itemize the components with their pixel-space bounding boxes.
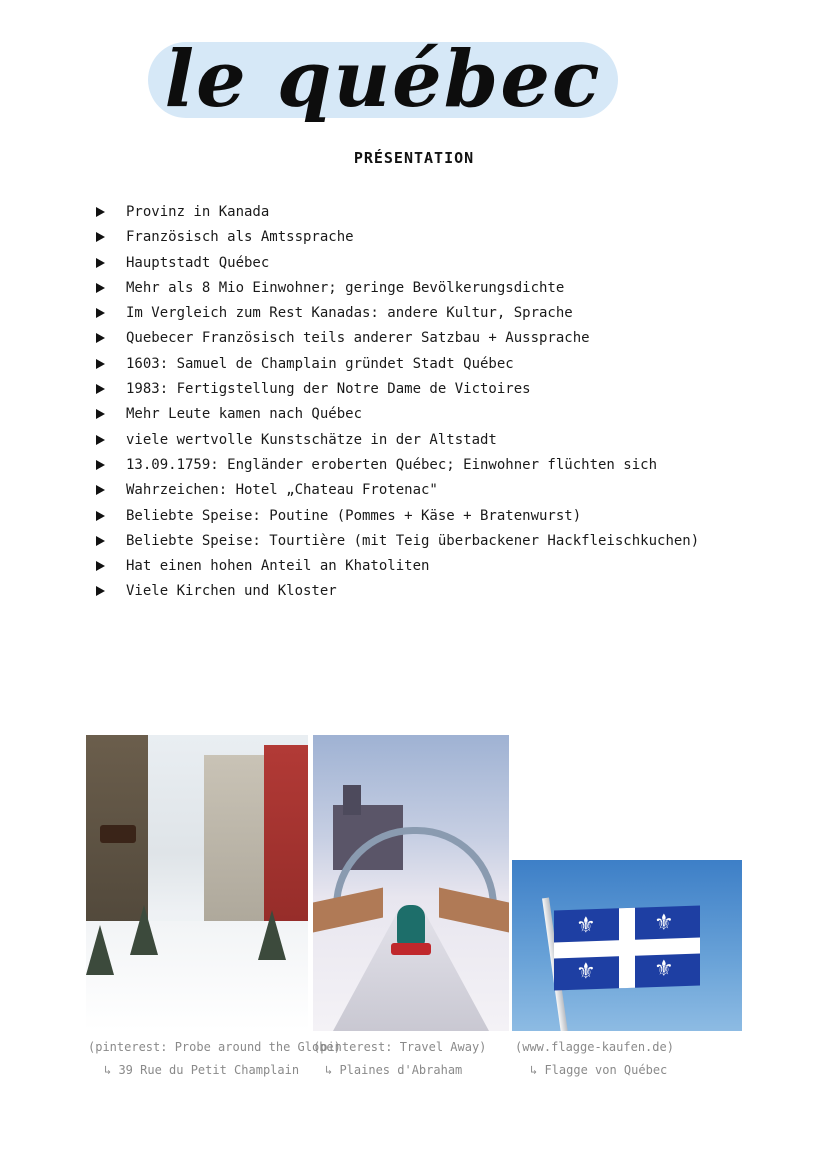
- flag-cross-horizontal: [554, 937, 700, 958]
- triangle-bullet-icon: [96, 435, 105, 445]
- triangle-bullet-icon: [96, 586, 105, 596]
- triangle-bullet-icon: [96, 409, 105, 419]
- photo-caption: ↳ 39 Rue du Petit Champlain: [104, 1063, 300, 1077]
- triangle-bullet-icon: [96, 258, 105, 268]
- rail-left: [313, 888, 383, 933]
- photo-caption: ↳ Plaines d'Abraham: [325, 1063, 463, 1077]
- list-item-text: 1603: Samuel de Champlain gründet Stadt Québec: [126, 355, 514, 372]
- triangle-bullet-icon: [96, 561, 105, 571]
- fleur-de-lis-icon: ⚜: [654, 910, 674, 937]
- list-item-text: Quebecer Französisch teils anderer Satzbau + Aussprache: [126, 330, 590, 347]
- list-item-text: Viele Kirchen und Kloster: [126, 583, 337, 600]
- toboggan-photo: [313, 735, 509, 1031]
- list-item: [96, 428, 736, 453]
- photo-source: (www.flagge-kaufen.de): [515, 1040, 674, 1054]
- list-item: [96, 377, 736, 402]
- person: [397, 905, 425, 945]
- list-item: [96, 200, 736, 225]
- list-item: [96, 579, 736, 604]
- list-item: [96, 402, 736, 427]
- triangle-bullet-icon: [96, 333, 105, 343]
- triangle-bullet-icon: [96, 232, 105, 242]
- triangle-bullet-icon: [96, 384, 105, 394]
- list-item-text: Hauptstadt Québec: [126, 254, 270, 271]
- flag-photo: [512, 860, 742, 1031]
- list-item-text: Hat einen hohen Anteil an Khatoliten: [126, 558, 430, 575]
- list-item: [96, 529, 736, 554]
- tree: [258, 910, 286, 960]
- list-item-text: Provinz in Kanada: [126, 204, 270, 220]
- list-item: [96, 554, 736, 579]
- fleur-de-lis-icon: ⚜: [576, 959, 596, 985]
- bullet-list: [96, 200, 736, 605]
- photo-source: (pinterest: Travel Away): [313, 1040, 487, 1054]
- list-item: [96, 276, 736, 301]
- chateau-tower: [343, 785, 361, 815]
- list-item: [96, 326, 736, 351]
- photo-source: (pinterest: Probe around the Globe): [88, 1040, 341, 1054]
- list-item-text: viele wertvolle Kunstschätze in der Altstadt: [126, 431, 497, 448]
- triangle-bullet-icon: [96, 460, 105, 470]
- list-item-text: Französisch als Amtssprache: [126, 229, 354, 246]
- triangle-bullet-icon: [96, 283, 105, 293]
- list-item-text: Im Vergleich zum Rest Kanadas: andere Kultur, Sprache: [126, 305, 573, 322]
- list-item-text: Wahrzeichen: Hotel „Chateau Frotenac": [126, 482, 438, 499]
- tree: [86, 925, 114, 975]
- list-item: [96, 225, 736, 250]
- triangle-bullet-icon: [96, 207, 105, 217]
- sled: [391, 943, 431, 955]
- list-item: [96, 352, 736, 377]
- tree: [130, 905, 158, 955]
- page-subtitle: PRÉSENTATION: [353, 149, 475, 167]
- list-item-text: Mehr als 8 Mio Einwohner; geringe Bevölkerungsdichte: [126, 279, 565, 296]
- list-item: [96, 478, 736, 503]
- triangle-bullet-icon: [96, 511, 105, 521]
- title-block: [148, 20, 618, 145]
- list-item: [96, 504, 736, 529]
- photo-caption: ↳ Flagge von Québec: [530, 1063, 668, 1077]
- fleur-de-lis-icon: ⚜: [576, 913, 596, 939]
- list-item-text: Mehr Leute kamen nach Québec: [126, 406, 363, 423]
- triangle-bullet-icon: [96, 485, 105, 495]
- list-item-text: Beliebte Speise: Poutine (Pommes + Käse + Bratenwurst): [126, 507, 582, 524]
- triangle-bullet-icon: [96, 308, 105, 318]
- quebec-flag: [554, 905, 700, 990]
- list-item-text: 1983: Fertigstellung der Notre Dame de Victoires: [126, 381, 531, 398]
- list-item: [96, 301, 736, 326]
- fleur-de-lis-icon: ⚜: [654, 956, 674, 983]
- triangle-bullet-icon: [96, 536, 105, 546]
- list-item-text: 13.09.1759: Engländer eroberten Québec; Einwohner flüchten sich: [126, 456, 658, 473]
- street-photo: [86, 735, 308, 1031]
- list-item: [96, 251, 736, 276]
- rail-right: [439, 888, 509, 933]
- page-title: le québec: [164, 34, 602, 125]
- list-item: [96, 453, 736, 478]
- list-item-text: Beliebte Speise: Tourtière (mit Teig überbackener Hackfleischkuchen): [126, 532, 700, 549]
- shop-sign: [100, 825, 136, 843]
- triangle-bullet-icon: [96, 359, 105, 369]
